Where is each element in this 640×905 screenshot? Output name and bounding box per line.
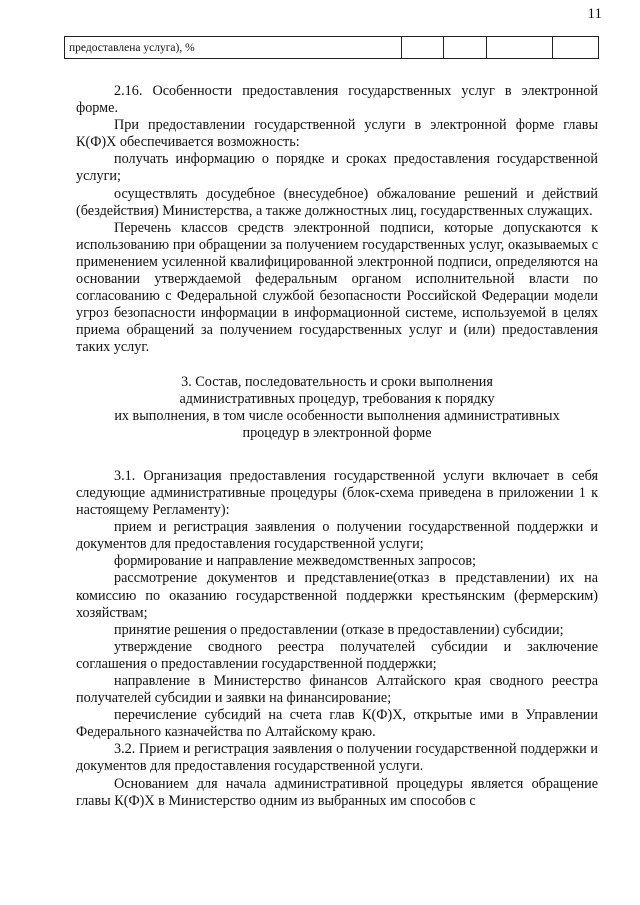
- list-item: формирование и направление межведомственных запросов;: [114, 553, 476, 570]
- document-body: [76, 80, 598, 810]
- table-row: [65, 37, 599, 59]
- heading-line: их выполнения, в том числе особенности выполнения административных: [114, 407, 560, 424]
- paragraph: Перечень классов средств электронной подписи, которые допускаются к использованию при обращении за получением государственных услуг, оказываемых с применением усиленной квалифицированной электронной подписи, определяются на основании утверждаемой федеральным органом исполнительной власти по согласованию с Федеральной службой безопасности Российской Федерации модели угроз безопасности информации в информационной системе, используемой в целях приема обращений за получением государственных услуг и (или) предоставления таких услуг.: [76, 219, 598, 356]
- heading-line: административных процедур, требования к порядку: [179, 390, 495, 407]
- heading-line: процедур в электронной форме: [242, 424, 432, 441]
- table-cell-label: предоставлена услуга), %: [65, 37, 402, 59]
- section-title-2-16: 2.16. Особенности предоставления государственных услуг в электронной форме.: [76, 83, 598, 117]
- table-cell: [444, 37, 487, 59]
- list-item: перечисление субсидий на счета глав К(Ф)Х, открытые ими в Управлении Федерального казначейства по Алтайскому краю.: [76, 707, 598, 741]
- paragraph-3-1: 3.1. Организация предоставления государственной услуги включает в себя следующие административные процедуры (блок-схема приведена в приложении 1 к настоящему Регламенту):: [76, 467, 598, 519]
- list-item: прием и регистрация заявления о получении государственной поддержки и документов для предоставления государственной услуги;: [76, 519, 598, 553]
- paragraph: Основанием для начала административной процедуры является обращение главы К(Ф)Х в Министерство одним из выбранных им способов с: [76, 775, 598, 809]
- list-item: рассмотрение документов и представление(отказ в представлении) их на комиссию по оказанию государственной поддержки крестьянским (фермерским) хозяйствам;: [76, 570, 598, 621]
- heading-line: 3. Состав, последовательность и сроки выполнения: [181, 373, 493, 390]
- table-cell: [402, 37, 444, 59]
- paragraph: осуществлять досудебное (внесудебное) обжалование решений и действий (бездействия) Министерства, а также должностных лиц, государственных служащих.: [76, 185, 598, 219]
- paragraph: При предоставлении государственной услуги в электронной форме главы К(Ф)Х обеспечивается возможность:: [76, 117, 598, 151]
- list-item: принятие решения о предоставлении (отказе в предоставлении) субсидии;: [114, 621, 564, 638]
- list-item: утверждение сводного реестра получателей субсидии и заключение соглашения о предоставлении государственной поддержки;: [76, 638, 598, 672]
- page-number: 11: [587, 6, 602, 22]
- list-item: направление в Министерство финансов Алтайского края сводного реестра получателей субсидии и заявки на финансирование;: [76, 673, 598, 707]
- paragraph: получать информацию о порядке и сроках предоставления государственной услуги;: [76, 151, 598, 185]
- table-cell: [487, 37, 553, 59]
- section-3-heading: [76, 374, 598, 442]
- table-cell: [553, 37, 599, 59]
- indicator-table: [64, 36, 599, 59]
- paragraph-3-2: 3.2. Прием и регистрация заявления о получении государственной поддержки и документов для предоставления государственной услуги.: [76, 741, 598, 775]
